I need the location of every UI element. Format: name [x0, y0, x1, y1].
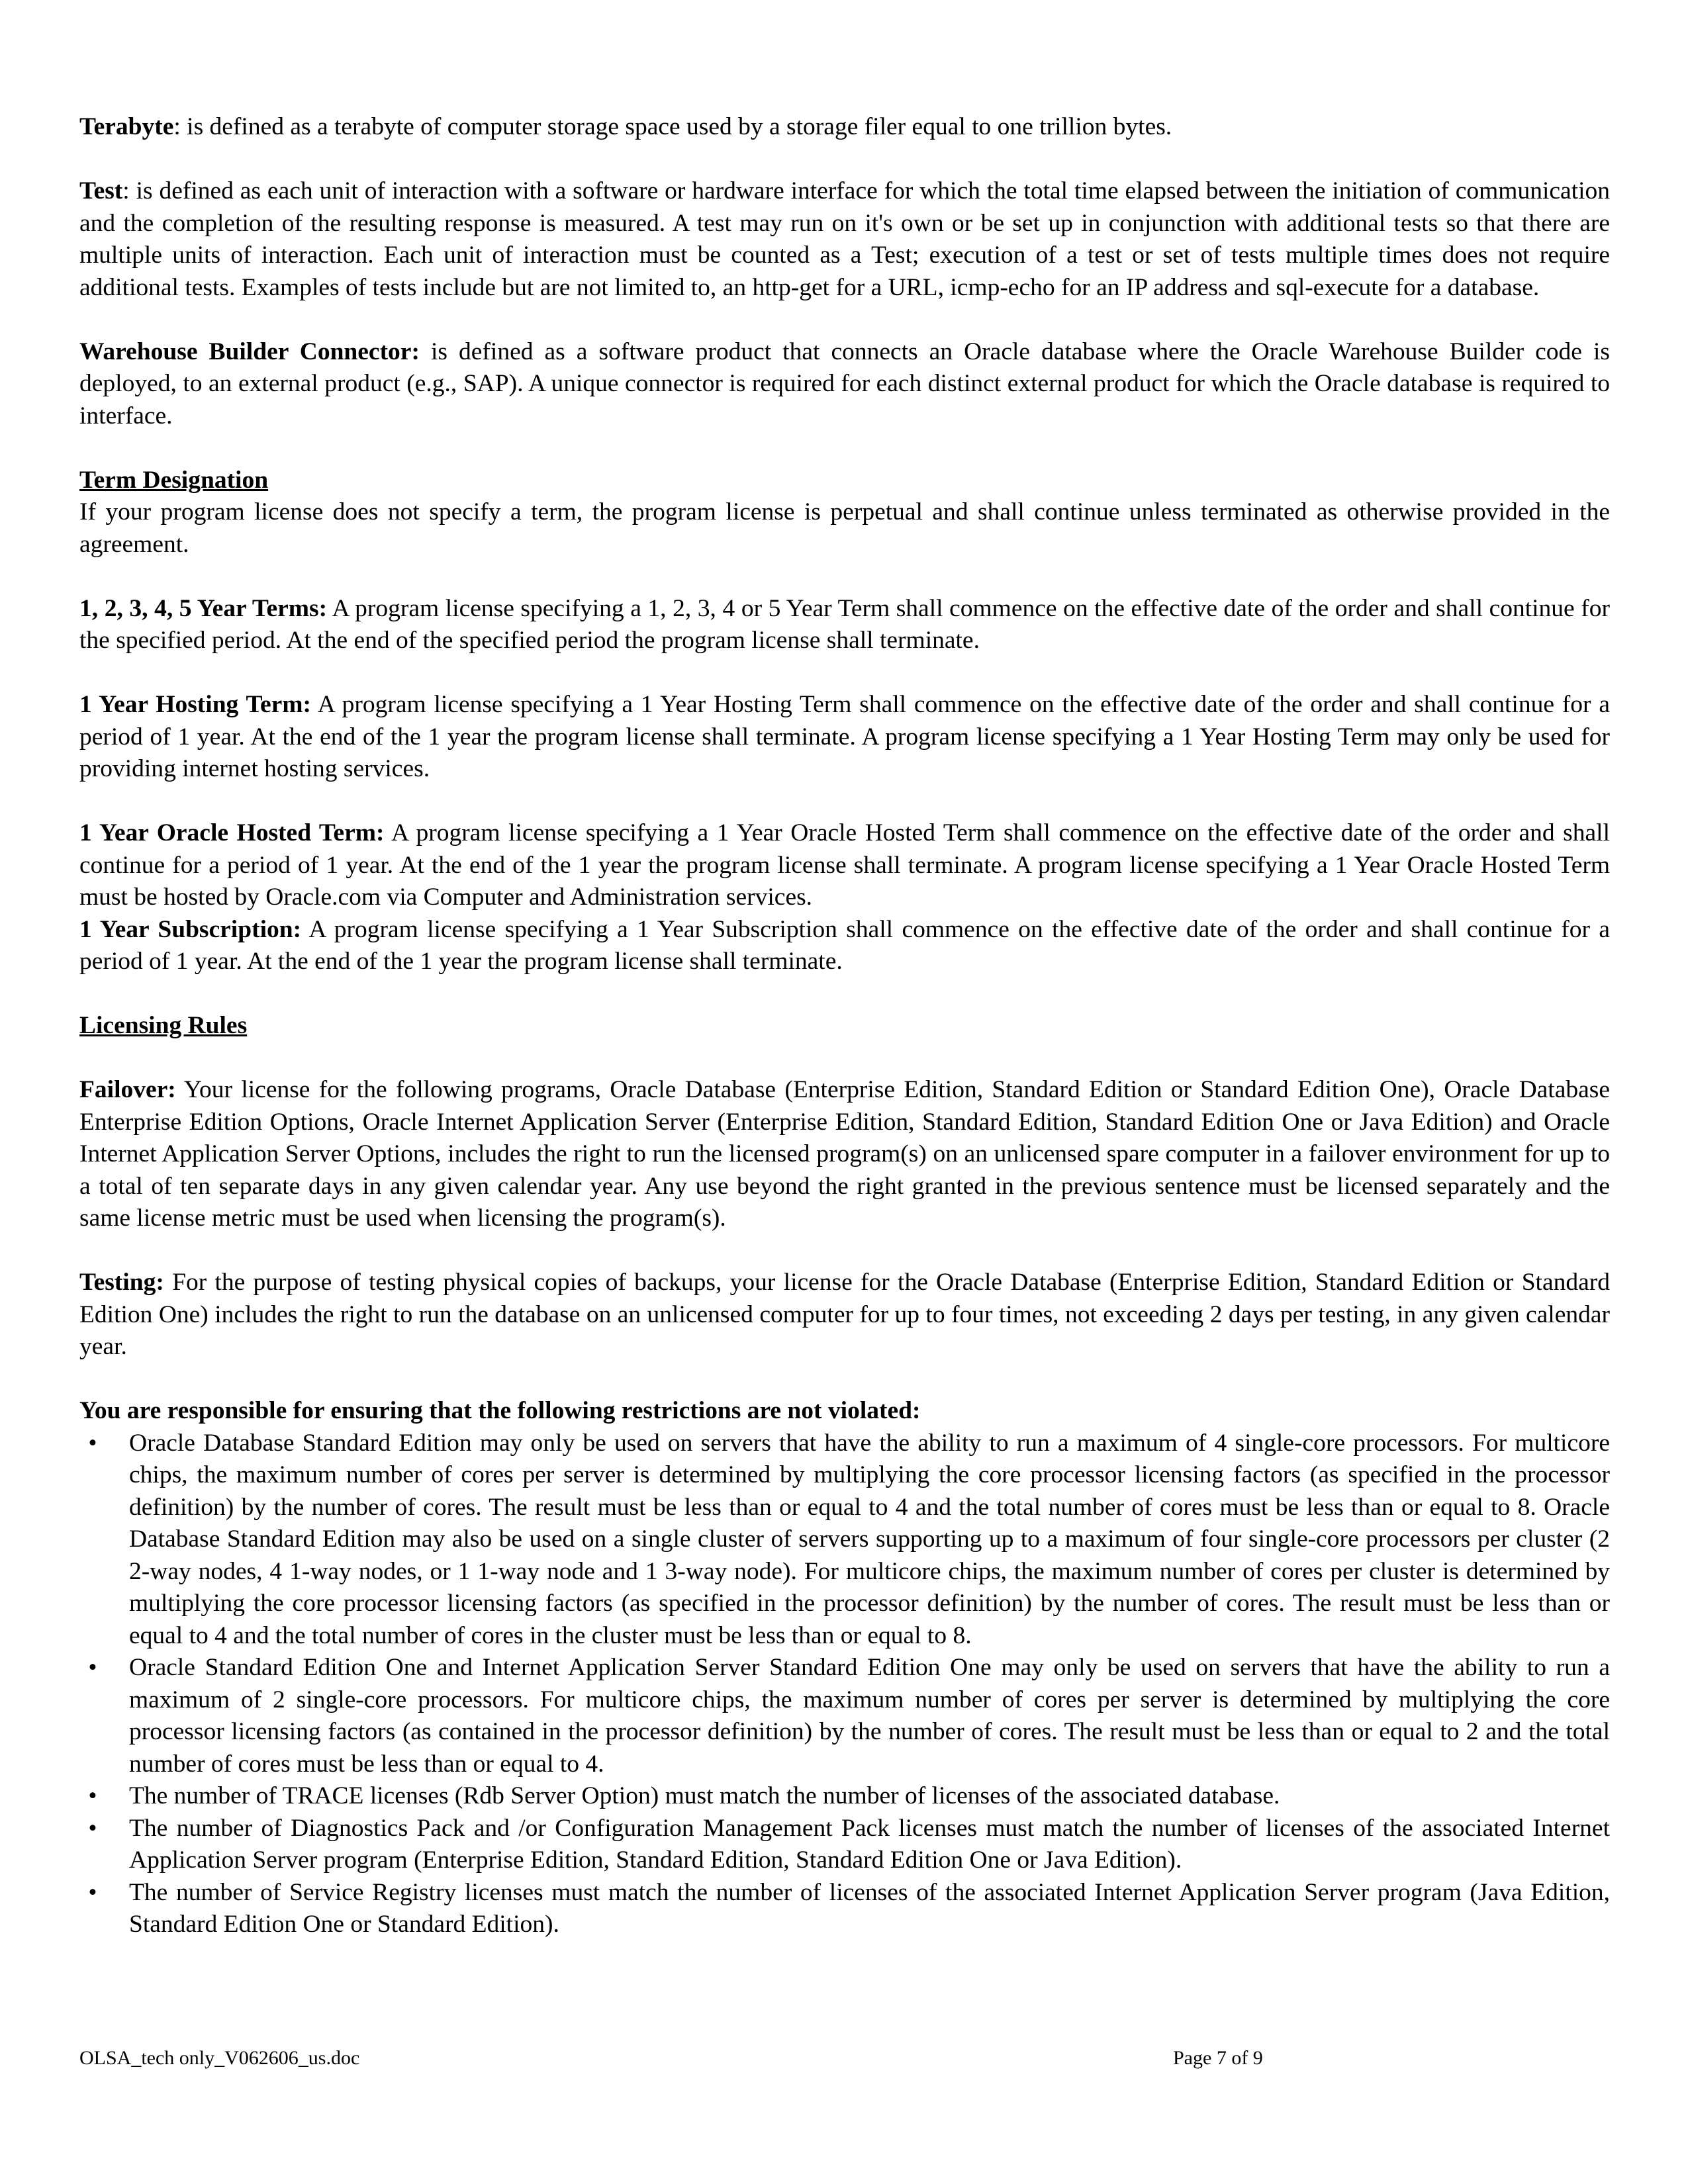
- term-text: A program license specifying a 1 Year Subscription shall commence on the effective date of the order and shall continue for a period of 1 year. At the end of the 1 year the program license shall terminate.: [79, 915, 1610, 975]
- term-1-year-hosting: [79, 689, 1610, 786]
- licensing-testing: [79, 1267, 1610, 1363]
- bullet-icon: •: [88, 1878, 97, 1906]
- definition-term: Test: [79, 177, 123, 205]
- list-item: [79, 1813, 1610, 1877]
- bullet-icon: •: [88, 1654, 97, 1681]
- list-item-text: Oracle Standard Edition One and Internet Application Server Standard Edition One may only be used on servers that have the ability to run a maximum of 2 single-core processors. For multicore chips, the maximum number of cores per server is determined by multiplying the core processor licensing factors (as contained in the processor definition) by the number of cores. The result must be less than or equal to 2 and the total number of cores must be less than or equal to 4.: [129, 1654, 1610, 1778]
- definition-term: Terabyte: [79, 113, 174, 140]
- list-item: [79, 1780, 1610, 1813]
- bullet-icon: •: [88, 1429, 97, 1457]
- term-designation-intro: If your program license does not specify a term, the program license is perpetual and shall continue unless terminated as otherwise provided in the agreement.: [79, 498, 1610, 558]
- rule-text: Your license for the following programs, Oracle Database (Enterprise Edition, Standard Edition or Standard Edition One), Oracle Database Enterprise Edition Options, Oracle Internet Application Server (Enterprise Edition, Standard Edition, Standard Edition One or Java Edition) and Oracle Internet Application Server Options, includes the right to run the licensed program(s) on an unlicensed spare computer in a failover environment for up to a total of ten separate days in any given calendar year. Any use beyond the right granted in the previous sentence must be licensed separately and the same license metric must be used when licensing the program(s).: [79, 1076, 1610, 1232]
- term-designation-heading: Term Designation: [79, 466, 269, 494]
- term-label: 1 Year Subscription:: [79, 915, 302, 943]
- term-label: 1 Year Hosting Term:: [79, 691, 312, 718]
- term-text: A program license specifying a 1, 2, 3, 4 or 5 Year Term shall commence on the effective date of the order and shall continue for the specified period. At the end of the specified period the program license shall terminate.: [79, 594, 1610, 654]
- list-item-text: The number of Service Registry licenses must match the number of licenses of the associated Internet Application Server program (Java Edition, Standard Edition One or Standard Edition).: [129, 1878, 1610, 1938]
- term-label: 1, 2, 3, 4, 5 Year Terms:: [79, 594, 328, 622]
- term-1-year-subscription: [79, 914, 1610, 978]
- licensing-failover: [79, 1074, 1610, 1235]
- definition-text: : is defined as each unit of interaction with a software or hardware interface for which the total time elapsed between the initiation of communication and the completion of the resulting response is measured. A test may run on it's own or be set up in conjunction with additional tests so that there are multiple units of interaction. Each unit of interaction must be counted as a Test; execution of a test or set of tests multiple times does not require additional tests. Examples of tests include but are not limited to, an http-get for a URL, icmp-echo for an IP address and sql-execute for a database.: [79, 177, 1610, 301]
- document-page: [79, 111, 1610, 1941]
- definition-text: is defined as a software product that connects an Oracle database where the Oracle Warehouse Builder code is deployed, to an external product (e.g., SAP). A unique connector is required for each distinct external product for which the Oracle database is required to interface.: [79, 338, 1610, 430]
- term-1-year-oracle-hosted: [79, 817, 1610, 914]
- rule-text: For the purpose of testing physical copies of backups, your license for the Oracle Database (Enterprise Edition, Standard Edition or Standard Edition One) includes the right to run the database on an unlicensed computer for up to four times, not exceeding 2 days per testing, in any given calendar year.: [79, 1269, 1610, 1360]
- rule-label: Testing:: [79, 1269, 164, 1296]
- bullet-icon: •: [88, 1814, 97, 1842]
- list-item: [79, 1877, 1610, 1941]
- definition-text: : is defined as a terabyte of computer storage space used by a storage filer equal to one trillion bytes.: [173, 113, 1172, 140]
- term-label: 1 Year Oracle Hosted Term:: [79, 819, 385, 846]
- definition-term: Warehouse Builder Connector:: [79, 338, 420, 365]
- list-item: [79, 1652, 1610, 1780]
- term-text: A program license specifying a 1 Year Hosting Term shall commence on the effective date of the order and shall continue for a period of 1 year. At the end of the 1 year the program license shall terminate. A program license specifying a 1 Year Hosting Term may only be used for providing internet hosting services.: [79, 691, 1610, 782]
- footer-page-number: Page 7 of 9: [1173, 2047, 1263, 2069]
- list-item-text: The number of Diagnostics Pack and /or Configuration Management Pack licenses must match the number of licenses of the associated Internet Application Server program (Enterprise Edition, Standard Edition, Standard Edition One or Java Edition).: [129, 1814, 1610, 1874]
- list-item-text: The number of TRACE licenses (Rdb Server Option) must match the number of licenses of the associated database.: [129, 1782, 1280, 1809]
- footer-filename: OLSA_tech only_V062606_us.doc: [79, 2047, 360, 2069]
- term-1-5-year: [79, 593, 1610, 657]
- rule-label: Failover:: [79, 1076, 176, 1103]
- licensing-rules-heading: Licensing Rules: [79, 1012, 248, 1039]
- list-item: [79, 1428, 1610, 1653]
- restrictions-list: [79, 1428, 1610, 1941]
- restrictions-heading: You are responsible for ensuring that the following restrictions are not violated:: [79, 1397, 921, 1424]
- definition-warehouse-builder-connector: [79, 336, 1610, 433]
- bullet-icon: •: [88, 1782, 97, 1809]
- definition-test: [79, 175, 1610, 304]
- definition-terabyte: [79, 111, 1610, 144]
- list-item-text: Oracle Database Standard Edition may only be used on servers that have the ability to run a maximum of 4 single-core processors. For multicore chips, the maximum number of cores per server is determined by multiplying the core processor licensing factors (as specified in the processor definition) by the number of cores. The result must be less than or equal to 4 and the total number of cores must be less than or equal to 8. Oracle Database Standard Edition may also be used on a single cluster of servers supporting up to a maximum of four single-core processors per cluster (2 2-way nodes, 4 1-way nodes, or 1 1-way node and 1 3-way node). For multicore chips, the maximum number of cores per cluster is determined by multiplying the core processor licensing factors (as specified in the processor definition) by the number of cores. The result must be less than or equal to 4 and the total number of cores in the cluster must be less than or equal to 8.: [129, 1429, 1610, 1649]
- term-text: A program license specifying a 1 Year Oracle Hosted Term shall commence on the effective date of the order and shall continue for a period of 1 year. At the end of the 1 year the program license shall terminate. A program license specifying a 1 Year Oracle Hosted Term must be hosted by Oracle.com via Computer and Administration services.: [79, 819, 1610, 911]
